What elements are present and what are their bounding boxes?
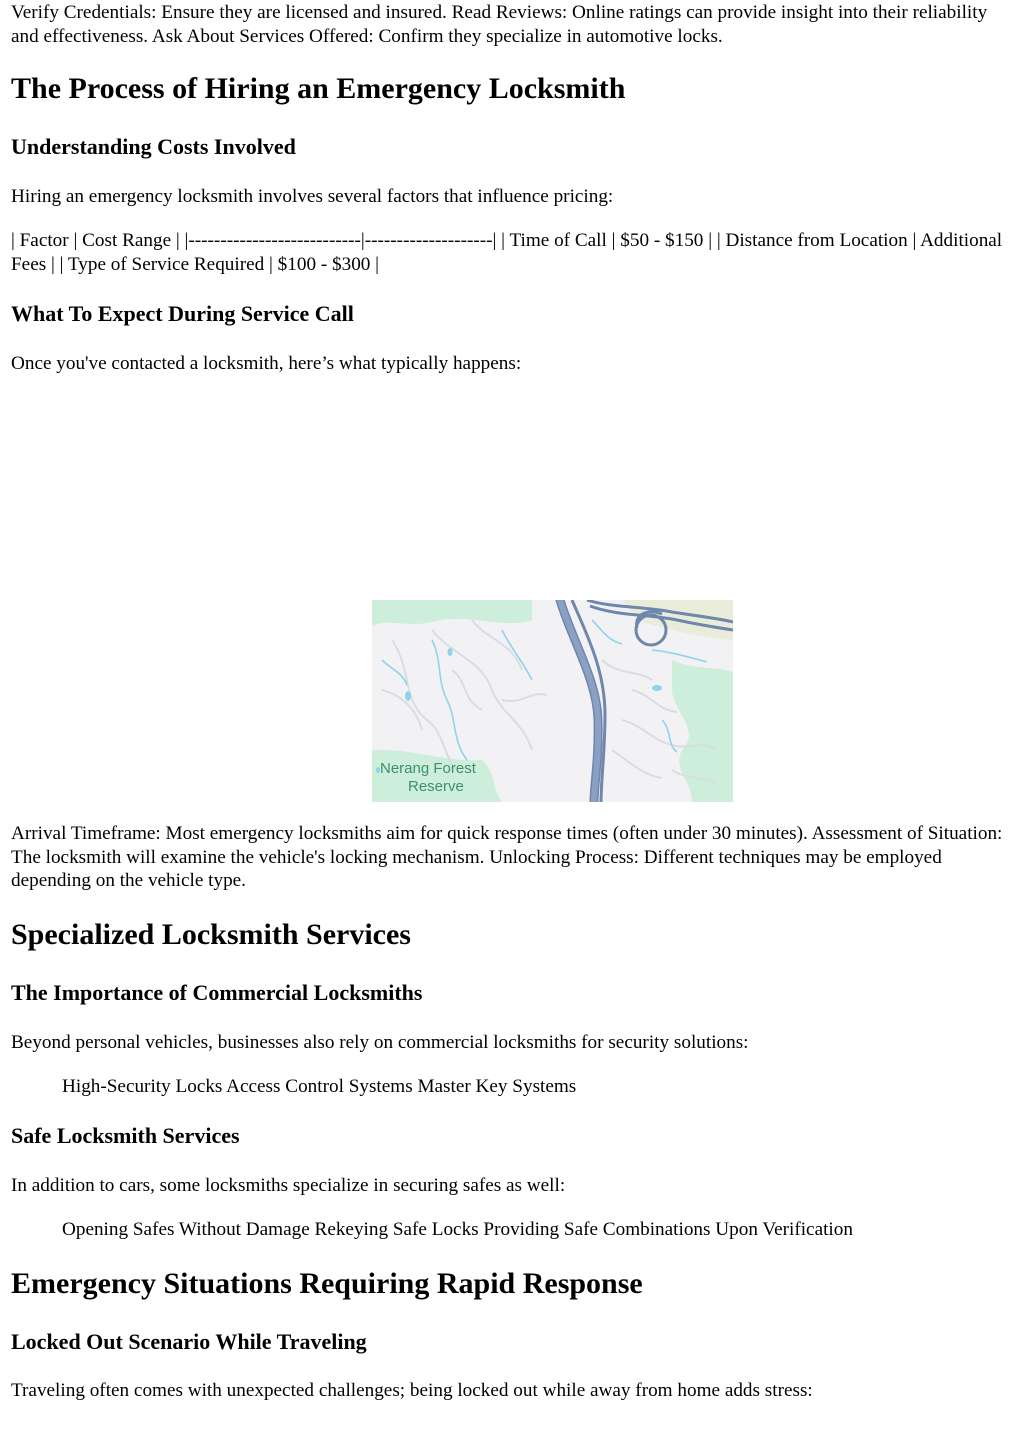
- heading-safe: Safe Locksmith Services: [11, 1123, 240, 1148]
- costs-table-text: | Factor | Cost Range | |---------------------------|--------------------| | Time of Call | $50 - $150 | | Distance from Location | Additional Fees | | Type of Service Required | $100 - $300 |: [11, 230, 1003, 275]
- costs-intro-paragraph: Hiring an emergency locksmith involves several factors that influence pricing:: [11, 186, 614, 207]
- heading-emergency: Emergency Situations Requiring Rapid Response: [11, 1267, 643, 1300]
- heading-specialized: Specialized Locksmith Services: [11, 918, 411, 951]
- commercial-list: High-Security Locks Access Control Systems Master Key Systems: [62, 1076, 577, 1097]
- heading-hiring-process: The Process of Hiring an Emergency Locksmith: [11, 72, 626, 105]
- safe-intro-paragraph: In addition to cars, some locksmiths specialize in securing safes as well:: [11, 1175, 566, 1196]
- safe-list: Opening Safes Without Damage Rekeying Safe Locks Providing Safe Combinations Upon Verification: [62, 1219, 853, 1240]
- expect-intro-paragraph: Once you've contacted a locksmith, here’s what typically happens:: [11, 353, 522, 374]
- map-label-line1: Nerang Forest: [380, 760, 476, 777]
- heading-commercial: The Importance of Commercial Locksmiths: [11, 980, 423, 1005]
- travel-intro-paragraph: Traveling often comes with unexpected challenges; being locked out while away from home adds stress:: [11, 1380, 813, 1401]
- intro-paragraph: Verify Credentials: Ensure they are licensed and insured. Read Reviews: Online ratings can provide insight into their reliability and effectiveness. Ask About Services Offered: Confirm they specialize in automotive locks.: [11, 2, 988, 47]
- map-graphic: [372, 600, 733, 802]
- heading-travel: Locked Out Scenario While Traveling: [11, 1329, 367, 1354]
- heading-costs: Understanding Costs Involved: [11, 134, 296, 159]
- expect-list-paragraph: Arrival Timeframe: Most emergency locksmiths aim for quick response times (often under 30 minutes). Assessment of Situation: The locksmith will examine the vehicle's locking mechanism. Unlocking Process: Different techniques may be employed depending on the vehicle type.: [11, 823, 1003, 891]
- map-image: [372, 600, 733, 802]
- heading-expect: What To Expect During Service Call: [11, 301, 354, 326]
- map-label-line2: Reserve: [408, 778, 464, 795]
- commercial-intro-paragraph: Beyond personal vehicles, businesses also rely on commercial locksmiths for security solutions:: [11, 1032, 749, 1053]
